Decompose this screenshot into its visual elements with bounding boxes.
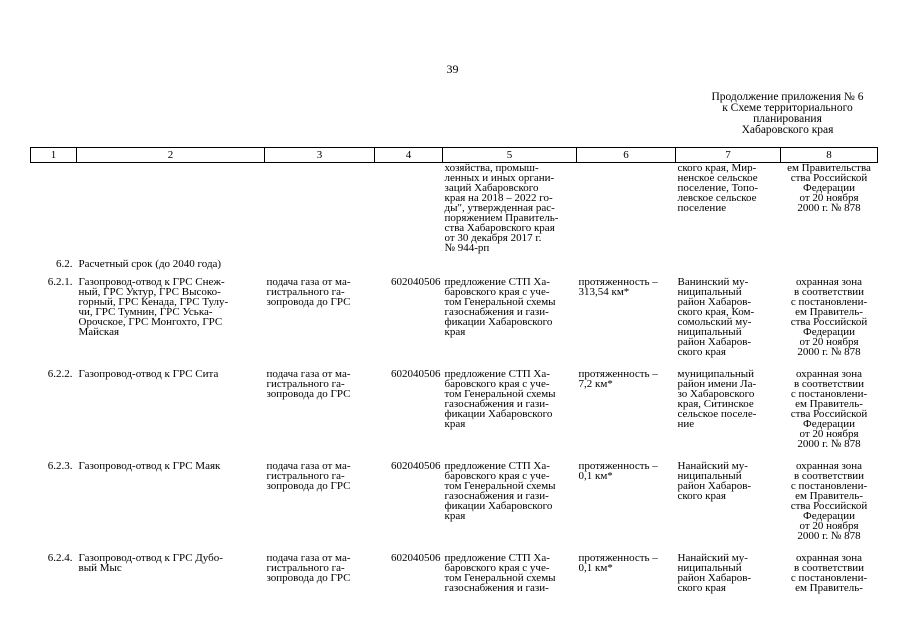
cell-text-line: баровского края с уче- (444, 470, 550, 482)
cell-text-line: охранная зона (795, 368, 863, 380)
cell-text-line: ем Правитель- (795, 582, 863, 594)
cell-text-line: от 20 ноября (799, 336, 859, 348)
object-purpose (265, 273, 375, 357)
table-row (31, 541, 878, 593)
cell-text-line: поселение, Топо- (677, 182, 759, 194)
cell-text-line: баровского края с уче- (444, 378, 550, 390)
location-cell (676, 357, 781, 449)
header-line: Продолжение приложения № 6 (711, 91, 864, 103)
cell-text-line: ниципальный (677, 286, 742, 298)
cell-text-line: предложение СТП Ха- (444, 460, 550, 472)
zone-cell (781, 541, 878, 593)
cell-text-line: предложение СТП Ха- (444, 552, 550, 564)
cell-text-line: Ванинский му- (677, 276, 749, 288)
location-cell (676, 163, 781, 254)
cell-text-line: гистрального га- (266, 286, 345, 298)
objects-table (30, 147, 878, 593)
row-number (31, 357, 77, 449)
cell-text-line: зопровода до ГРС (266, 572, 351, 584)
col-3-cell (265, 163, 375, 254)
cell-text-line: ства Российской (790, 408, 868, 420)
cell-text-line: 602040506 (391, 552, 441, 564)
cell-text-line: в соответствии (793, 562, 865, 574)
cell-text-line: гистрального га- (266, 470, 345, 482)
cell-text-line: Газопровод-отвод к ГРС Дубо- (78, 552, 223, 564)
column-header: 6 (577, 148, 676, 163)
params-cell (577, 449, 676, 541)
cell-text-line: ниципальный (677, 326, 742, 338)
cell-text-line: гистрального га- (266, 562, 345, 574)
cell-text-line: охранная зона (795, 276, 863, 288)
cell-text-line: 313,54 км* (578, 286, 630, 298)
cell-text-line: от 30 декабря 2017 г. (444, 232, 542, 244)
cell-text-line: ства Российской (790, 316, 868, 328)
col-6-cell (577, 163, 676, 254)
cell-text-line: подача газа от ма- (266, 552, 351, 564)
object-code (375, 357, 443, 449)
cell-text-line: ского края, Мир- (677, 162, 757, 174)
cell-text-line: ем Правитель- (795, 398, 863, 410)
section-number (31, 253, 77, 273)
cell-text-line: края (444, 326, 466, 338)
object-code (375, 273, 443, 357)
col-2-cell (77, 163, 265, 254)
cell-text-line: ный, ГРС Уктур, ГРС Высоко- (78, 286, 221, 298)
cell-text-line: ем Правительства (787, 162, 871, 174)
cell-text-line: ниципальный (677, 470, 742, 482)
cell-text-line: Федерации (803, 418, 855, 430)
column-header: 1 (31, 148, 77, 163)
object-purpose (265, 449, 375, 541)
column-number-row (31, 148, 878, 163)
cell-text-line: ства Хабаровского края (444, 222, 555, 234)
basis-cell (443, 163, 577, 254)
cell-text-line: район Хабаров- (677, 296, 752, 308)
cell-text-line: Газопровод-отвод к ГРС Сита (78, 368, 219, 380)
cell-text-line: зопровода до ГРС (266, 296, 351, 308)
cell-text-line: район Хабаров- (677, 336, 752, 348)
cell-text-line: в соответствии (793, 378, 865, 390)
cell-text-line: Федерации (803, 182, 855, 194)
cell-text-line: Расчетный срок (до 2040 года) (78, 258, 222, 270)
cell-text-line: том Генеральной схемы (444, 480, 556, 492)
cell-text-line: подача газа от ма- (266, 276, 351, 288)
cell-text-line: газоснабжения и гази- (444, 306, 549, 318)
column-header: 2 (77, 148, 265, 163)
cell-text-line: заций Хабаровского (444, 182, 539, 194)
object-code (375, 449, 443, 541)
header-line: Хабаровского края (741, 124, 834, 136)
cell-text-line: Газопровод-отвод к ГРС Маяк (78, 460, 221, 472)
location-cell (676, 273, 781, 357)
cell-text-line: ства Российской (790, 172, 868, 184)
page-number: 39 (446, 62, 459, 76)
zone-cell (781, 163, 878, 254)
cell-text-line: ства Российской (790, 500, 868, 512)
cell-text-line: края на 2018 – 2022 го- (444, 192, 553, 204)
column-header: 3 (265, 148, 375, 163)
col-4-cell (375, 163, 443, 254)
cell-text-line: 6.2.3. (47, 460, 73, 472)
basis-cell (443, 273, 577, 357)
cell-text-line: протяженность – (578, 368, 658, 380)
basis-cell (443, 449, 577, 541)
column-header: 5 (443, 148, 577, 163)
cell-text-line: левское сельское (677, 192, 757, 204)
row-number (31, 541, 77, 593)
cell-text-line: предложение СТП Ха- (444, 276, 550, 288)
cell-text-line: баровского края с уче- (444, 562, 550, 574)
cell-text-line: протяженность – (578, 552, 658, 564)
row-number (31, 273, 77, 357)
cell-text-line: зопровода до ГРС (266, 480, 351, 492)
cell-text-line: 602040506 (391, 368, 441, 380)
cell-text-line: том Генеральной схемы (444, 572, 556, 584)
cell-text-line: район имени Ла- (677, 378, 757, 390)
cell-text-line: Орочское, ГРС Монгохто, ГРС (78, 316, 223, 328)
zone-cell (781, 357, 878, 449)
cell-text-line: края, Ситинское (677, 398, 754, 410)
cell-text-line: зопровода до ГРС (266, 388, 351, 400)
basis-cell (443, 541, 577, 593)
cell-text-line: том Генеральной схемы (444, 388, 556, 400)
cell-text-line: Нанайский му- (677, 460, 748, 472)
cell-text-line: подача газа от ма- (266, 368, 351, 380)
cell-text-line: баровского края с уче- (444, 286, 550, 298)
section-row (31, 253, 878, 273)
cell-text-line: от 20 ноября (799, 520, 859, 532)
cell-text-line: газоснабжения и гази- (444, 490, 549, 502)
cell-text-line: 602040506 (391, 460, 441, 472)
continuation-row (31, 163, 878, 254)
cell-text-line: 2000 г. № 878 (797, 202, 861, 214)
cell-text-line: ленных и иных органи- (444, 172, 555, 184)
cell-text-line: хозяйства, промыш- (444, 162, 539, 174)
cell-text-line: сомольский му- (677, 316, 752, 328)
cell-text-line: от 20 ноября (799, 428, 859, 440)
cell-text-line: с постановлени- (790, 296, 868, 308)
object-purpose (265, 357, 375, 449)
cell-text-line: края (444, 510, 466, 522)
zone-cell (781, 449, 878, 541)
object-name (77, 357, 265, 449)
table-row (31, 273, 878, 357)
object-name (77, 273, 265, 357)
column-header: 7 (676, 148, 781, 163)
cell-text-line: ние (677, 418, 695, 430)
cell-text-line: район Хабаров- (677, 572, 752, 584)
cell-text-line: газоснабжения и гази- (444, 398, 549, 410)
cell-text-line: зо Хабаровского (677, 388, 755, 400)
cell-text-line: ды", утвержденная рас- (444, 202, 555, 214)
cell-text-line: протяженность – (578, 276, 658, 288)
cell-text-line: 0,1 км* (578, 470, 613, 482)
cell-text-line: 602040506 (391, 276, 441, 288)
cell-text-line: чи, ГРС Тумнин, ГРС Уська- (78, 306, 213, 318)
table-row (31, 449, 878, 541)
cell-text-line: фикации Хабаровского (444, 408, 553, 420)
cell-text-line: протяженность – (578, 460, 658, 472)
cell-text-line: 6.2.1. (47, 276, 73, 288)
cell-text-line: в соответствии (793, 286, 865, 298)
cell-text-line: Федерации (803, 326, 855, 338)
appendix-header-note (700, 92, 875, 136)
cell-text-line: охранная зона (795, 552, 863, 564)
col-1-cell (31, 163, 77, 254)
cell-text-line: сельское поселе- (677, 408, 757, 420)
location-cell (676, 449, 781, 541)
object-name (77, 541, 265, 593)
cell-text-line: Майская (78, 326, 120, 338)
cell-text-line: 7,2 км* (578, 378, 613, 390)
cell-text-line: края (444, 418, 466, 430)
column-header: 8 (781, 148, 878, 163)
cell-text-line: Газопровод-отвод к ГРС Снеж- (78, 276, 225, 288)
cell-text-line: 6.2. (56, 258, 73, 270)
cell-text-line: ского края (677, 490, 726, 502)
params-cell (577, 273, 676, 357)
params-cell (577, 541, 676, 593)
cell-text-line: Нанайский му- (677, 552, 748, 564)
cell-text-line: фикации Хабаровского (444, 316, 553, 328)
cell-text-line: 2000 г. № 878 (797, 530, 861, 542)
column-header: 4 (375, 148, 443, 163)
cell-text-line: в соответствии (793, 470, 865, 482)
cell-text-line: фикации Хабаровского (444, 500, 553, 512)
basis-cell (443, 357, 577, 449)
cell-text-line: вый Мыс (78, 562, 122, 574)
cell-text-line: район Хабаров- (677, 480, 752, 492)
object-name (77, 449, 265, 541)
cell-text-line: от 20 ноября (799, 192, 859, 204)
cell-text-line: ем Правитель- (795, 490, 863, 502)
cell-text-line: 2000 г. № 878 (797, 438, 861, 450)
section-title (77, 253, 878, 273)
cell-text-line: с постановлени- (790, 572, 868, 584)
table-row (31, 357, 878, 449)
cell-text-line: 2000 г. № 878 (797, 346, 861, 358)
cell-text-line: горный, ГРС Кенада, ГРС Тулу- (78, 296, 229, 308)
cell-text-line: № 944-рп (444, 242, 490, 254)
cell-text-line: ем Правитель- (795, 306, 863, 318)
cell-text-line: муниципальный (677, 368, 755, 380)
cell-text-line: Федерации (803, 510, 855, 522)
object-code (375, 541, 443, 593)
cell-text-line: подача газа от ма- (266, 460, 351, 472)
object-purpose (265, 541, 375, 593)
location-cell (676, 541, 781, 593)
cell-text-line: ненское сельское (677, 172, 758, 184)
cell-text-line: с постановлени- (790, 388, 868, 400)
header-line: к Схеме территориального (722, 102, 853, 114)
cell-text-line: 6.2.2. (47, 368, 73, 380)
cell-text-line: охранная зона (795, 460, 863, 472)
cell-text-line: 6.2.4. (47, 552, 73, 564)
cell-text-line: ниципальный (677, 562, 742, 574)
header-line: планирования (753, 113, 822, 125)
cell-text-line: ского края (677, 582, 726, 594)
zone-cell (781, 273, 878, 357)
cell-text-line: предложение СТП Ха- (444, 368, 550, 380)
cell-text-line: с постановлени- (790, 480, 868, 492)
cell-text-line: гистрального га- (266, 378, 345, 390)
cell-text-line: ского края (677, 346, 726, 358)
cell-text-line: том Генеральной схемы (444, 296, 556, 308)
cell-text-line: 0,1 км* (578, 562, 613, 574)
cell-text-line: газоснабжения и гази- (444, 582, 549, 594)
params-cell (577, 357, 676, 449)
cell-text-line: ского края, Ком- (677, 306, 755, 318)
cell-text-line: поселение (677, 202, 727, 214)
row-number (31, 449, 77, 541)
cell-text-line: поряжением Правитель- (444, 212, 559, 224)
